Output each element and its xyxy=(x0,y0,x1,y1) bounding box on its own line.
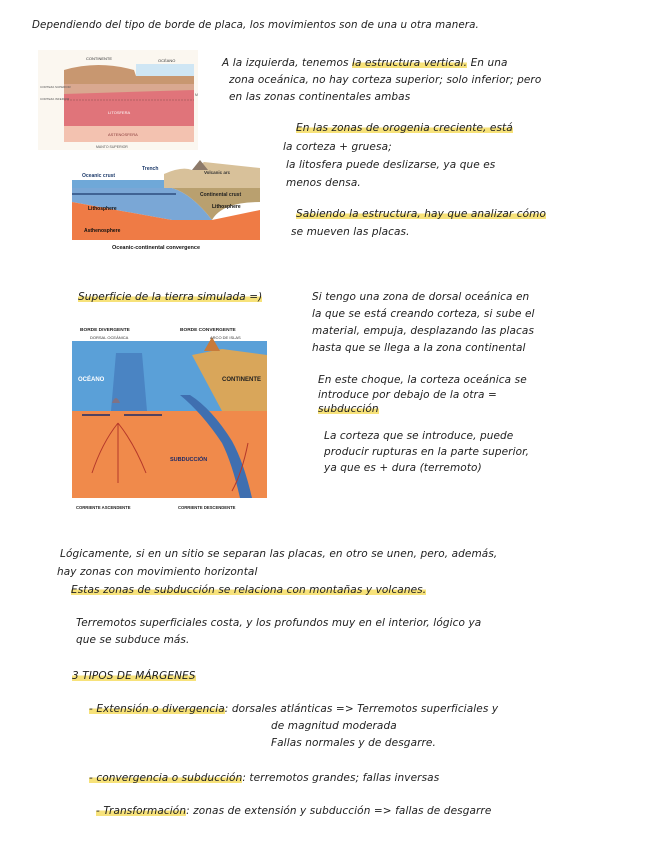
s3-highlight: Estas zonas de subducción se relaciona con montañas y volcanes. xyxy=(71,584,427,596)
s4-item2: - convergencia o subducción: terremotos grandes; fallas inversas xyxy=(89,772,440,784)
d2-label-trench: Trench xyxy=(142,166,159,172)
d3-label-corriente-asc: CORRIENTE ASCENDENTE xyxy=(76,505,131,510)
s3-p2-line1: Terremotos superficiales costa, y los profundos muy en el interior, lógico ya xyxy=(76,617,482,629)
d3-label-arco: ARCO DE ISLAS xyxy=(210,335,241,340)
s3-p2-line2: que se subduce más. xyxy=(76,634,190,646)
d1-label-manto: MANTO SUPERIOR xyxy=(96,145,128,149)
d1-label-continente: CONTINENTE xyxy=(86,56,112,61)
s2-p3-line2: producir rupturas en la parte superior, xyxy=(324,446,530,458)
s1-p3-line2: se mueven las placas. xyxy=(291,226,410,238)
s2-p2-line3: subducción xyxy=(318,403,379,415)
s1-p2-line2: la corteza + gruesa; xyxy=(283,141,392,153)
s1-p1-line2: zona oceánica, no hay corteza superior; solo inferior; pero xyxy=(229,74,542,86)
s1-p2-line4: menos densa. xyxy=(286,177,361,189)
d1-label-corteza-inf: CORTEZA INFERIOR xyxy=(40,97,70,101)
d2-label-volcanic-arc: Volcanic arc xyxy=(204,170,231,175)
d3-label-continente: CONTINENTE xyxy=(222,377,261,383)
intro-line: Dependiendo del tipo de borde de placa, los movimientos son de una u otra manera. xyxy=(32,19,479,31)
d3-label-borde-convergente: BORDE CONVERGENTE xyxy=(180,328,236,333)
s1-highlight: la estructura vertical. xyxy=(351,57,468,69)
d3-label-corriente-desc: CORRIENTE DESCENDENTE xyxy=(178,505,236,510)
s1-p2-line3: la litosfera puede deslizarse, ya que es xyxy=(286,159,496,171)
d2-label-lithosphere-right: Lithosphere xyxy=(212,204,241,210)
d2-label-oceanic-crust: Oceanic crust xyxy=(82,173,116,179)
s3-p1-line2: hay zonas con movimiento horizontal xyxy=(57,566,258,578)
d2-caption: Oceanic-continental convergence xyxy=(112,245,201,251)
d1-label-corteza-sup: CORTEZA SUPERIOR xyxy=(40,85,71,89)
s2-p1-line4: hasta que se llega a la zona continental xyxy=(312,342,526,354)
d1-label-litosfera: LITOSFERA xyxy=(108,110,131,115)
diagram-plate-boundaries xyxy=(72,323,267,515)
d1-label-oceano: OCÉANO xyxy=(158,58,176,63)
s1-p1-line1: A la izquierda, tenemos la estructura vertical. En una xyxy=(222,57,508,69)
s4-item1-line2: de magnitud moderada xyxy=(271,720,397,732)
diagram-convergence-block xyxy=(72,158,260,252)
d3-label-borde-divergente: BORDE DIVERGENTE xyxy=(80,328,130,333)
s4-heading: 3 TIPOS DE MÁRGENES xyxy=(72,670,196,682)
d3-label-subduccion: SUBDUCCIÓN xyxy=(170,457,208,463)
d2-label-asthenosphere: Asthenosphere xyxy=(84,228,121,234)
s4-item3: - Transformación: zonas de extensión y subducción => fallas de desgarre xyxy=(96,805,492,817)
s2-p3-line3: ya que es + dura (terremoto) xyxy=(324,462,482,474)
s2-p3-line1: La corteza que se introduce, puede xyxy=(324,430,514,442)
s3-p1-line1: Lógicamente, si en un sitio se separan las placas, en otro se unen, pero, además, xyxy=(60,548,498,560)
s2-p1-line2: la que se está creando corteza, si sube el xyxy=(312,308,535,320)
d1-label-m: M xyxy=(195,93,198,97)
s2-heading: Superficie de la tierra simulada =) xyxy=(78,291,263,303)
s1-p3-line1: Sabiendo la estructura, hay que analizar cómo xyxy=(296,208,546,220)
s2-p1-line3: material, empuja, desplazando las placas xyxy=(312,325,535,337)
s2-p1-line1: Si tengo una zona de dorsal oceánica en xyxy=(312,291,530,303)
s2-p2-line2: introduce por debajo de la otra = xyxy=(318,389,497,401)
d3-label-oceano: OCÉANO xyxy=(78,377,105,383)
d1-label-astenosfera: ASTENOSFERA xyxy=(108,132,138,137)
diagram-lithosphere-structure xyxy=(38,50,198,150)
s1-p2-line1: En las zonas de orogenia creciente, está xyxy=(296,122,513,134)
s4-item1-line1: - Extensión o divergencia: dorsales atlánticas => Terremotos superficiales y xyxy=(89,703,499,715)
s4-item1-line3: Fallas normales y de desgarre. xyxy=(271,737,436,749)
d3-label-dorsal: DORSAL OCEÁNICA xyxy=(90,335,129,340)
d2-label-lithosphere-left: Lithosphere xyxy=(88,206,117,212)
s1-p1-line3: en las zonas continentales ambas xyxy=(229,91,411,103)
d2-label-continental-crust: Continental crust xyxy=(200,192,242,198)
s2-p2-line1: En este choque, la corteza oceánica se xyxy=(318,374,527,386)
